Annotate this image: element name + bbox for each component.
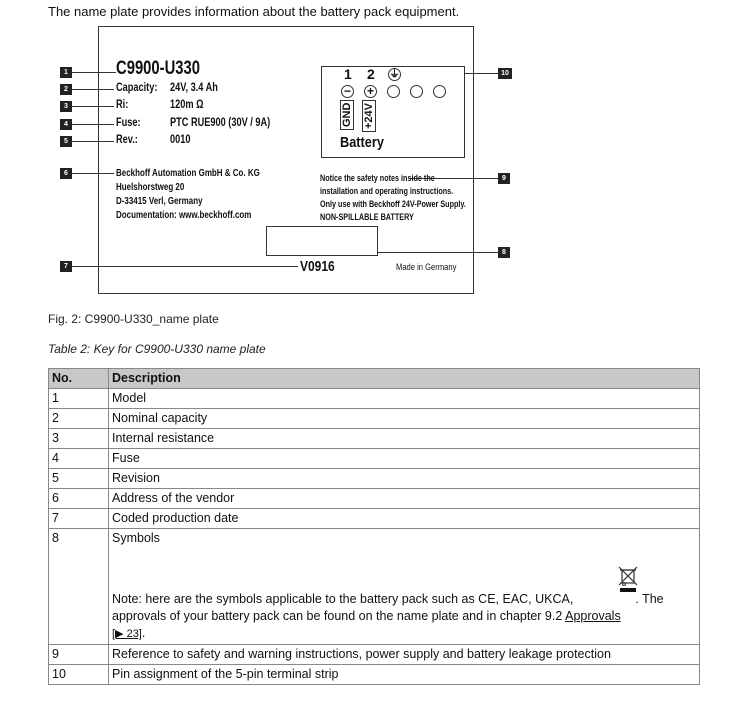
symbols-note-end: . The: [635, 592, 664, 606]
callout-line-1: [72, 72, 116, 73]
table-caption: Table 2: Key for C9900-U330 name plate: [48, 342, 266, 356]
vendor-line-4: Documentation: www.beckhoff.com: [116, 209, 252, 221]
pin-label-1: 1: [344, 66, 352, 82]
battery-label: Battery: [340, 134, 384, 151]
callout-badge-9: 9: [498, 173, 510, 184]
row-no: 4: [49, 449, 109, 469]
callout-badge-5: 5: [60, 136, 72, 147]
table-row: [49, 645, 700, 665]
approvals-link[interactable]: Approvals: [565, 609, 621, 623]
notice-line-4: NON-SPILLABLE BATTERY: [320, 212, 414, 223]
row-no: 9: [49, 645, 109, 665]
table-row: [49, 489, 700, 509]
spec-label-fuse: Fuse:: [116, 117, 141, 129]
callout-line-2: [72, 89, 114, 90]
vendor-line-3: D-33415 Verl, Germany: [116, 195, 203, 207]
callout-badge-2: 2: [60, 84, 72, 95]
date-code: V0916: [300, 258, 335, 275]
callout-badge-10: 10: [498, 68, 512, 79]
row-no: 3: [49, 429, 109, 449]
row-desc: Reference to safety and warning instructions, power supply and battery leakage protection: [109, 645, 700, 665]
row-no: 1: [49, 389, 109, 409]
row-desc: Revision: [109, 469, 700, 489]
spec-value-capacity: 24V, 3.4 Ah: [170, 82, 218, 94]
row-no: 8: [49, 529, 109, 645]
spec-label-rev: Rev.:: [116, 134, 138, 146]
notice-line-1: Notice the safety notes inside the: [320, 173, 435, 184]
made-in-label: Made in Germany: [396, 262, 457, 273]
row-desc-symbols: [109, 529, 700, 645]
vendor-line-2: Huelshorstweg 20: [116, 181, 185, 193]
callout-line-5: [72, 141, 114, 142]
table-row: [49, 449, 700, 469]
callout-line-10: [465, 73, 498, 74]
table-row: [49, 389, 700, 409]
callout-badge-6: 6: [60, 168, 72, 179]
row-no: 5: [49, 469, 109, 489]
crossed-out-wheelie-bin-icon: [617, 565, 639, 598]
key-table: [48, 368, 700, 685]
callout-line-8: [378, 252, 498, 253]
header-no: No.: [49, 369, 109, 389]
pin-4-circle-icon: [410, 85, 423, 98]
vendor-line-1: Beckhoff Automation GmbH & Co. KG: [116, 167, 260, 179]
plate-model: C9900-U330: [116, 58, 201, 79]
symbols-note: Note: here are the symbols applicable to the battery pack such as CE, EAC, UKCA,: [112, 592, 574, 606]
callout-badge-7: 7: [60, 261, 72, 272]
row-desc: Coded production date: [109, 509, 700, 529]
spec-value-rev: 0010: [170, 134, 191, 146]
symbols-placeholder-box: [266, 226, 378, 256]
intro-text: The name plate provides information about the battery pack equipment.: [48, 4, 460, 19]
plus-terminal-icon: +: [364, 85, 377, 98]
table-row: [49, 429, 700, 449]
header-description: Description: [109, 369, 700, 389]
row-desc: Symbols: [112, 531, 160, 545]
pin-3-circle-icon: [387, 85, 400, 98]
spec-value-ri: 120m Ω: [170, 99, 204, 111]
row-desc: Internal resistance: [109, 429, 700, 449]
callout-badge-1: 1: [60, 67, 72, 78]
callout-line-3: [72, 106, 114, 107]
24v-pin-label: +24V: [362, 100, 376, 132]
notice-line-3: Only use with Beckhoff 24V-Power Supply.: [320, 199, 466, 210]
earth-ground-icon: ⏚: [389, 68, 400, 80]
callout-badge-3: 3: [60, 101, 72, 112]
callout-line-4: [72, 124, 114, 125]
row-desc: Address of the vendor: [109, 489, 700, 509]
spec-value-fuse: PTC RUE900 (30V / 9A): [170, 117, 271, 129]
figure-caption: Fig. 2: C9900-U330_name plate: [48, 312, 219, 326]
callout-badge-8: 8: [498, 247, 510, 258]
table-row: [49, 509, 700, 529]
callout-line-7: [72, 266, 298, 267]
callout-badge-4: 4: [60, 119, 72, 130]
symbols-note-line2: approvals of your battery pack can be found on the name plate and in chapter 9.2: [112, 609, 563, 623]
minus-terminal-icon: −: [341, 85, 354, 98]
row-no: 2: [49, 409, 109, 429]
table-row: [49, 469, 700, 489]
row-desc: Fuse: [109, 449, 700, 469]
table-row: [49, 665, 700, 685]
pin-label-2: 2: [367, 66, 375, 82]
row-desc: Pin assignment of the 5-pin terminal strip: [109, 665, 700, 685]
table-row: [49, 529, 700, 645]
row-no: 6: [49, 489, 109, 509]
table-header-row: [49, 369, 700, 389]
row-desc: Nominal capacity: [109, 409, 700, 429]
approvals-page-link[interactable]: [▶ 23]: [112, 628, 142, 640]
page-ref-end: .: [141, 626, 146, 640]
spec-label-capacity: Capacity:: [116, 82, 158, 94]
spec-label-ri: Ri:: [116, 99, 129, 111]
table-row: [49, 409, 700, 429]
callout-line-6: [72, 173, 114, 174]
gnd-pin-label: GND: [340, 100, 354, 130]
row-no: 10: [49, 665, 109, 685]
row-desc: Model: [109, 389, 700, 409]
pin-5-circle-icon: [433, 85, 446, 98]
row-no: 7: [49, 509, 109, 529]
notice-line-2: installation and operating instructions.: [320, 186, 454, 197]
